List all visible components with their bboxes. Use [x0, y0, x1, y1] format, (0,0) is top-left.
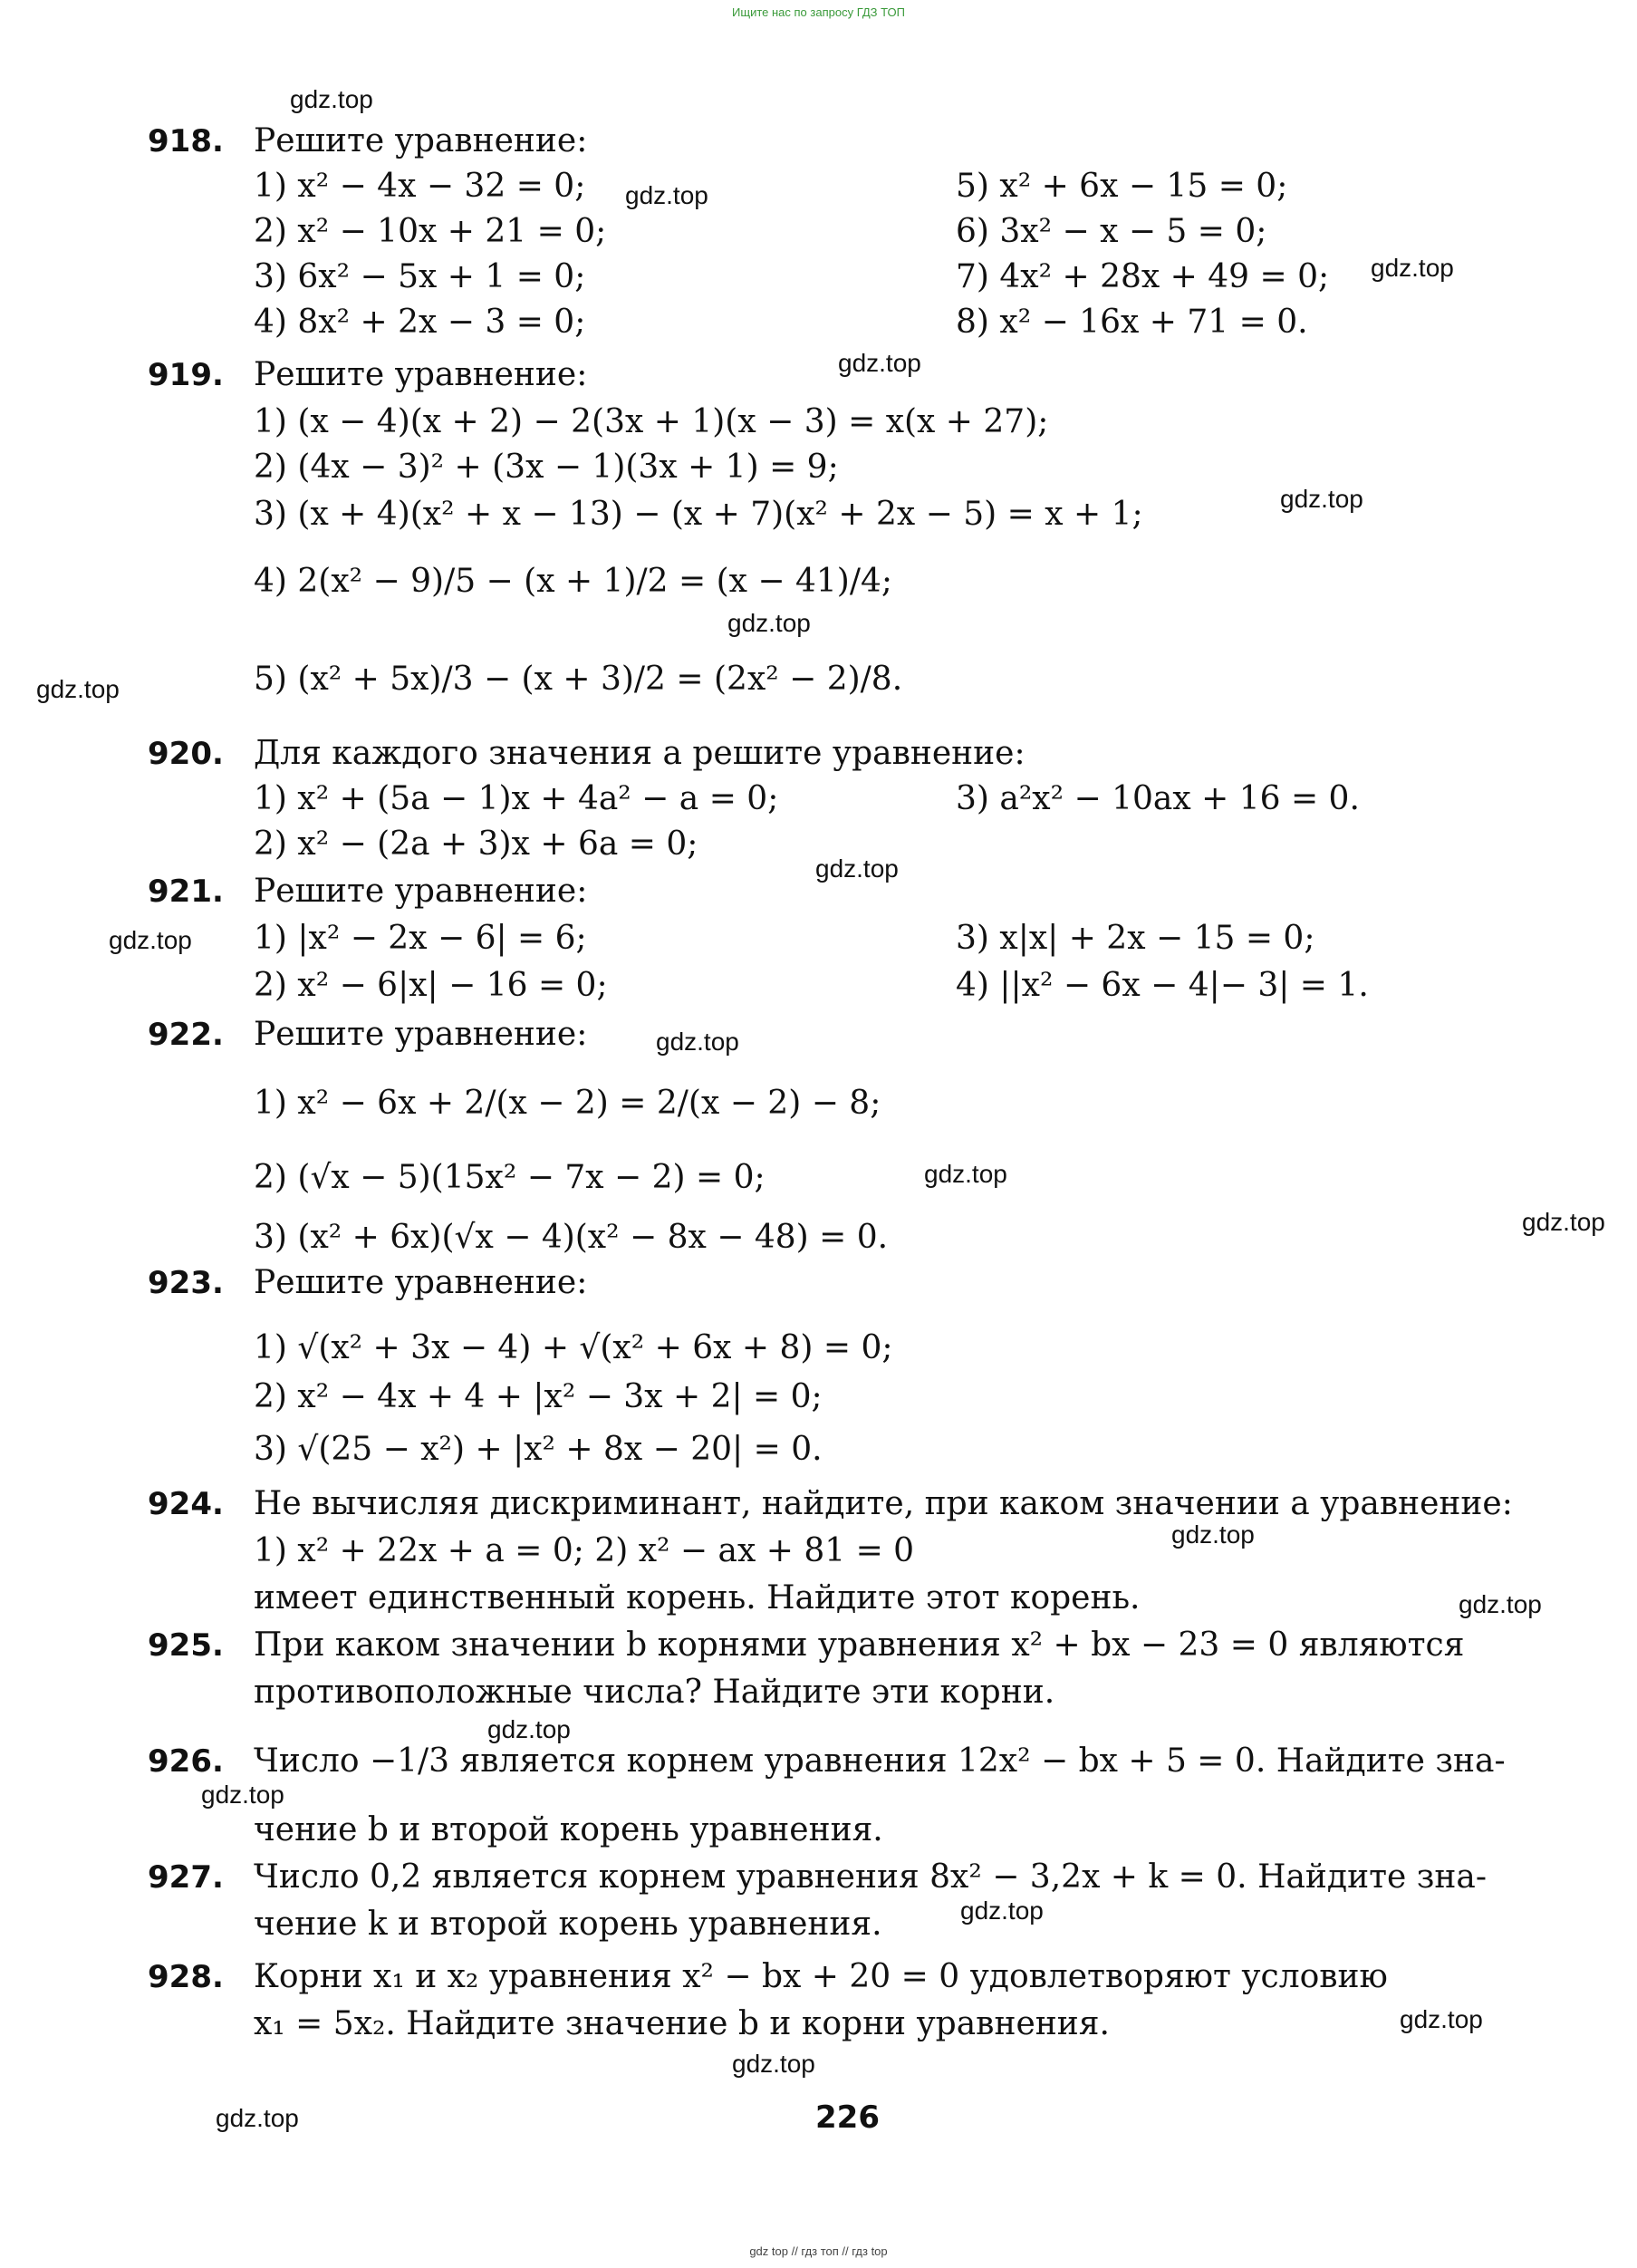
watermark: gdz.top — [625, 181, 708, 209]
equation: 2) x² − (2a + 3)x + 6a = 0; — [254, 825, 698, 863]
equation: 8) x² − 16x + 71 = 0. — [956, 304, 1308, 341]
problem-text: имеет единственный корень. Найдите этот корень. — [254, 1579, 1141, 1617]
watermark: gdz.top — [1171, 1520, 1255, 1549]
problem-number: 924. — [148, 1486, 224, 1522]
problem-title: Решите уравнение: — [254, 356, 588, 393]
watermark: gdz.top — [960, 1896, 1044, 1925]
watermark: gdz.top — [1400, 2005, 1483, 2033]
equation: 4) 8x² + 2x − 3 = 0; — [254, 304, 586, 341]
equation: 3) 6x² − 5x + 1 = 0; — [254, 258, 586, 295]
equation: 1) √(x² + 3x − 4) + √(x² + 6x + 8) = 0; — [254, 1329, 893, 1366]
watermark: gdz.top — [838, 349, 921, 377]
equation: 7) 4x² + 28x + 49 = 0; — [956, 258, 1330, 295]
equation: 2) (√x − 5)(15x² − 7x − 2) = 0; — [254, 1159, 766, 1196]
problem-number: 928. — [148, 1959, 224, 1995]
problem-text: чение k и второй корень уравнения. — [254, 1906, 882, 1943]
watermark: gdz.top — [727, 609, 811, 637]
watermark: gdz.top — [924, 1160, 1007, 1188]
equation: 5) (x² + 5x)/3 − (x + 3)/2 = (2x² − 2)/8. — [254, 661, 903, 698]
problem-number: 921. — [148, 873, 224, 910]
equation: 6) 3x² − x − 5 = 0; — [956, 213, 1267, 250]
problem-title: Решите уравнение: — [254, 873, 588, 910]
watermark: gdz.top — [109, 926, 192, 954]
problem-number: 923. — [148, 1265, 224, 1301]
watermark: gdz.top — [290, 85, 373, 113]
problem-text: Число 0,2 является корнем уравнения 8x² − 3,2x + k = 0. Найдите зна- — [254, 1858, 1488, 1896]
equation: 1) x² + 22x + a = 0; 2) x² − ax + 81 = 0 — [254, 1532, 915, 1569]
watermark: gdz.top — [732, 2050, 815, 2078]
equation: 3) (x² + 6x)(√x − 4)(x² − 8x − 48) = 0. — [254, 1219, 889, 1256]
equation: 2) x² − 10x + 21 = 0; — [254, 213, 607, 250]
equation: 3) a²x² − 10ax + 16 = 0. — [956, 780, 1360, 817]
equation: 1) (x − 4)(x + 2) − 2(3x + 1)(x − 3) = x(x + 27); — [254, 403, 1049, 440]
equation: 1) x² − 6x + 2/(x − 2) = 2/(x − 2) − 8; — [254, 1085, 881, 1122]
problem-title: Решите уравнение: — [254, 1016, 588, 1053]
page-number: 226 — [815, 2099, 880, 2136]
watermark: gdz.top — [1459, 1590, 1542, 1618]
problem-text: чение b и второй корень уравнения. — [254, 1811, 883, 1848]
watermark: gdz.top — [201, 1781, 284, 1809]
top-banner: Ищите нас по запросу ГДЗ ТОП — [732, 5, 905, 19]
equation: 2) x² − 4x + 4 + |x² − 3x + 2| = 0; — [254, 1378, 823, 1415]
problem-text: противоположные числа? Найдите эти корни. — [254, 1674, 1055, 1711]
equation: 4) ||x² − 6x − 4|− 3| = 1. — [956, 967, 1369, 1004]
problem-number: 918. — [148, 123, 224, 159]
equation: 3) x|x| + 2x − 15 = 0; — [956, 920, 1315, 957]
watermark: gdz.top — [487, 1715, 571, 1743]
equation: 2) (4x − 3)² + (3x − 1)(3x + 1) = 9; — [254, 449, 839, 486]
watermark: gdz.top — [656, 1028, 739, 1056]
equation: 3) (x + 4)(x² + x − 13) − (x + 7)(x² + 2x − 5) = x + 1; — [254, 496, 1143, 533]
equation: 2) x² − 6|x| − 16 = 0; — [254, 967, 608, 1004]
problem-number: 922. — [148, 1017, 224, 1053]
watermark: gdz.top — [1280, 485, 1363, 513]
equation: 5) x² + 6x − 15 = 0; — [956, 168, 1288, 205]
problem-title: Для каждого значения a решите уравнение: — [254, 735, 1026, 772]
watermark: gdz.top — [216, 2104, 299, 2132]
equation: 1) x² − 4x − 32 = 0; — [254, 168, 586, 205]
equation: 1) x² + (5a − 1)x + 4a² − a = 0; — [254, 780, 779, 817]
problem-text: x₁ = 5x₂. Найдите значение b и корни уравнения. — [254, 2005, 1110, 2042]
problem-text: Не вычисляя дискриминант, найдите, при каком значении a уравнение: — [254, 1485, 1513, 1522]
problem-text: Число −1/3 является корнем уравнения 12x² − bx + 5 = 0. Найдите зна- — [254, 1742, 1506, 1780]
equation: 4) 2(x² − 9)/5 − (x + 1)/2 = (x − 41)/4; — [254, 563, 893, 600]
problem-number: 919. — [148, 357, 224, 393]
watermark: gdz.top — [36, 675, 120, 703]
watermark: gdz.top — [815, 854, 899, 883]
problem-text: Корни x₁ и x₂ уравнения x² − bx + 20 = 0 удовлетворяют условию — [254, 1958, 1388, 1995]
equation: 1) |x² − 2x − 6| = 6; — [254, 920, 587, 957]
problem-title: Решите уравнение: — [254, 122, 588, 159]
watermark: gdz.top — [1371, 254, 1454, 282]
equation: 3) √(25 − x²) + |x² + 8x − 20| = 0. — [254, 1431, 823, 1468]
bottom-banner: gdz top // гдз топ // гдз top — [749, 2244, 888, 2258]
problem-number: 925. — [148, 1627, 224, 1664]
problem-number: 927. — [148, 1859, 224, 1896]
problem-text: При каком значении b корнями уравнения x² + bx − 23 = 0 являются — [254, 1626, 1465, 1664]
problem-number: 920. — [148, 736, 224, 772]
problem-title: Решите уравнение: — [254, 1264, 588, 1301]
problem-number: 926. — [148, 1743, 224, 1780]
watermark: gdz.top — [1522, 1208, 1605, 1236]
